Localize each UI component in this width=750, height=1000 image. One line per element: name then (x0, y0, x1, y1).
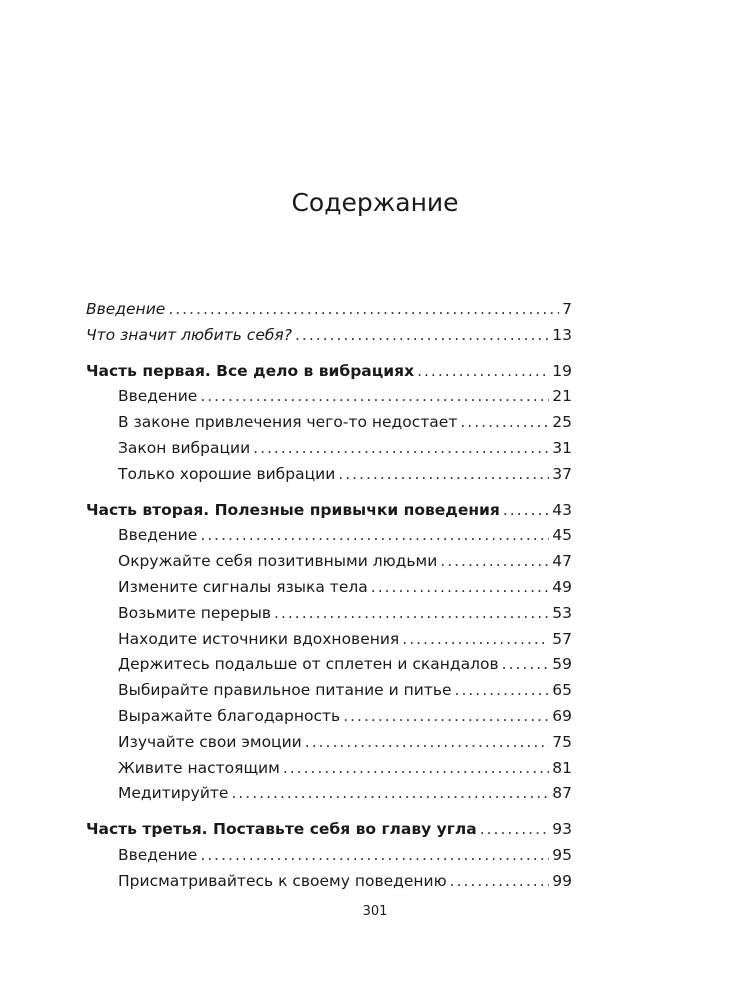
toc-entry (86, 601, 572, 627)
toc-entry (86, 410, 572, 436)
toc-entry-page: 53 (552, 603, 572, 622)
toc-leader-dots (480, 817, 550, 843)
toc-entry (86, 652, 572, 678)
toc-entry-page: 13 (552, 325, 572, 344)
toc-leader-dots (295, 323, 549, 349)
toc-leader-dots (440, 549, 549, 575)
toc-entry-page: 21 (552, 387, 572, 406)
toc-entry-page: 19 (552, 361, 572, 380)
toc-entry-title: Изучайте свои эмоции (118, 732, 302, 751)
toc-entry-title: Часть вторая. Полезные привычки поведения (86, 500, 500, 519)
toc-leader-dots (503, 498, 549, 524)
toc-entry-title: В законе привлечения чего-то недостает (118, 413, 458, 432)
toc-entry-title: Выражайте благодарность (118, 706, 341, 725)
toc-entry-title: Что значит любить себя? (86, 325, 292, 344)
toc-entry-title: Держитесь подальше от сплетен и скандалов (118, 655, 499, 674)
toc-entry-page: 7 (562, 300, 572, 318)
toc-leader-dots (450, 869, 550, 895)
toc-part-entry (86, 359, 572, 385)
toc-entry (86, 462, 572, 488)
toc-leader-dots (200, 384, 549, 410)
toc-entry (86, 323, 572, 349)
toc-entry (86, 730, 572, 756)
toc-leader-dots (231, 781, 549, 807)
toc-entry-title: Введение (118, 526, 198, 545)
toc-leader-dots (417, 359, 549, 385)
toc-entry-page: 87 (552, 784, 572, 803)
toc-leader-dots (371, 575, 549, 601)
toc-entry-page: 81 (552, 758, 572, 777)
toc-leader-dots (343, 704, 549, 730)
toc-leader-dots (460, 410, 549, 436)
page-title: Содержание (291, 188, 459, 217)
toc-leader-dots (305, 730, 550, 756)
toc-leader-dots (168, 297, 559, 323)
toc-entry-title: Часть первая. Все дело в вибрациях (86, 361, 415, 380)
toc-entry-title: Окружайте себя позитивными людьми (118, 552, 438, 571)
toc-part-entry (86, 498, 572, 524)
toc-entry (86, 869, 572, 895)
toc-entry-page: 57 (552, 629, 572, 648)
toc-entry-page: 75 (552, 732, 572, 751)
toc-entry-title: Закон вибрации (118, 438, 251, 457)
toc-leader-dots (253, 436, 549, 462)
toc-entry (86, 575, 572, 601)
toc-entry-page: 25 (552, 413, 572, 432)
toc-entry-page: 31 (552, 438, 572, 457)
toc-part-entry (86, 817, 572, 843)
toc-entry-page: 49 (552, 577, 572, 596)
toc-entry-page: 99 (552, 871, 572, 890)
toc-entry (86, 384, 572, 410)
toc-entry-title: Находите источники вдохновения (118, 629, 400, 648)
toc-entry-title: Выбирайте правильное питание и питье (118, 681, 452, 700)
toc-leader-dots (283, 756, 549, 782)
toc-entry-title: Измените сигналы языка тела (118, 577, 368, 596)
toc-entry (86, 436, 572, 462)
toc-entry-page: 47 (552, 552, 572, 571)
toc-leader-dots (502, 652, 550, 678)
toc-entry-page: 43 (552, 500, 572, 519)
toc-entry-title: Медитируйте (118, 784, 229, 803)
toc-entry-page: 59 (552, 655, 572, 674)
toc-entry (86, 781, 572, 807)
toc-entry-page: 65 (552, 681, 572, 700)
toc-leader-dots (402, 627, 549, 653)
toc-entry (86, 627, 572, 653)
toc-entry-page: 93 (552, 820, 572, 839)
toc-leader-dots (274, 601, 549, 627)
toc-entry-title: Введение (118, 387, 198, 406)
toc-entry-title: Введение (86, 300, 166, 318)
toc-entry (86, 549, 572, 575)
table-of-contents (86, 297, 572, 895)
toc-entry-page: 95 (552, 845, 572, 864)
toc-entry-title: Живите настоящим (118, 758, 280, 777)
toc-leader-dots (338, 462, 549, 488)
toc-entry-title: Возьмите перерыв (118, 603, 272, 622)
page-number: 301 (362, 904, 388, 919)
toc-entry (86, 678, 572, 704)
toc-entry-page: 37 (552, 464, 572, 483)
toc-entry-page: 69 (552, 706, 572, 725)
toc-leader-dots (200, 843, 549, 869)
toc-entry (86, 297, 572, 323)
toc-leader-dots (200, 523, 549, 549)
toc-entry (86, 704, 572, 730)
toc-entry-title: Только хорошие вибрации (118, 464, 336, 483)
toc-leader-dots (455, 678, 550, 704)
toc-entry (86, 843, 572, 869)
toc-entry (86, 523, 572, 549)
toc-entry-title: Присматривайтесь к своему поведению (118, 871, 447, 890)
toc-entry (86, 756, 572, 782)
toc-entry-page: 45 (552, 526, 572, 545)
toc-entry-title: Часть третья. Поставьте себя во главу угла (86, 820, 477, 839)
toc-entry-title: Введение (118, 845, 198, 864)
